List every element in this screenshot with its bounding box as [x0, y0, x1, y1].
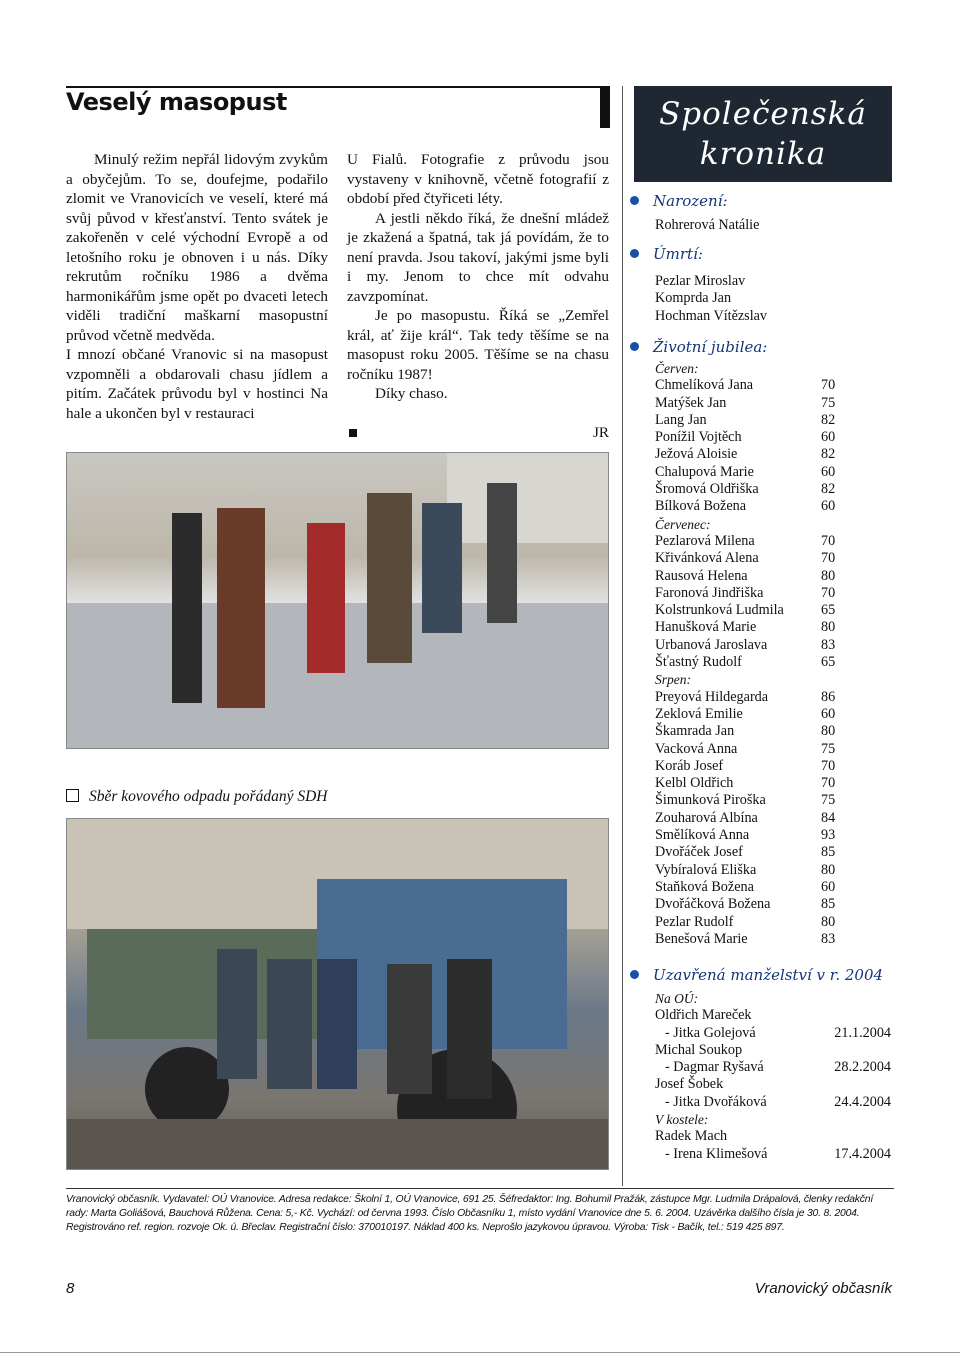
list-item [655, 990, 895, 1007]
jubilee-age: 85 [821, 844, 836, 861]
kronika-title-line2: kronika [699, 136, 827, 172]
jubilee-age: 75 [821, 792, 836, 809]
list-item-text: Zouharová Albína [655, 809, 758, 826]
jubilee-age: 82 [821, 446, 836, 463]
list-item [655, 516, 895, 533]
caption-text: Sběr kovového odpadu pořádaný SDH [89, 788, 328, 805]
list-item-text: Srpen: [655, 672, 691, 688]
wedding-date: 24.4.2004 [834, 1093, 891, 1110]
list-item [655, 464, 895, 481]
section-jubilea-heading: Životní jubilea: [630, 338, 767, 356]
jubilee-age: 70 [821, 584, 836, 601]
paragraph: Je po masopustu. Říká se „Zemřel král, ať žije král“. Tak tedy těšíme se na masopust roku 2005. Těšíme se na chasu ročníku 1987! [347, 307, 609, 383]
list-item-text: Šromová Oldřiška [655, 481, 759, 498]
bullet-dot-icon [630, 970, 639, 979]
list-item-text: Koráb Josef [655, 757, 724, 774]
jubilee-age: 80 [821, 619, 836, 636]
list-item-text: Benešová Marie [655, 930, 748, 947]
list-item [655, 602, 895, 619]
end-square-icon [349, 429, 357, 437]
list-item [655, 896, 895, 913]
jubilee-age: 60 [821, 705, 836, 722]
manzelstvi-list [655, 990, 895, 1163]
list-item [655, 568, 895, 585]
list-item-text: Pezlar Miroslav [655, 273, 746, 289]
paragraph: U Fialů. Fotografie z průvodu jsou vystaveny v knihovně, včetně fotografií z období před čtyřiceti léty. [347, 151, 609, 207]
list-item-text: Křivánková Alena [655, 550, 759, 567]
list-item [655, 1094, 895, 1111]
list-item-text: Matýšek Jan [655, 394, 727, 411]
list-item-text: Škamrada Jan [655, 723, 735, 740]
list-item [655, 308, 895, 325]
jubilee-age: 65 [821, 654, 836, 671]
umrti-list [655, 273, 895, 325]
jubilee-age: 83 [821, 930, 836, 947]
jubilee-age: 75 [821, 394, 836, 411]
list-item [655, 637, 895, 654]
jubilee-age: 85 [821, 896, 836, 913]
list-item [655, 377, 895, 394]
list-item [655, 931, 895, 948]
bullet-dot-icon [630, 196, 639, 205]
section-manzelstvi-heading: Uzavřená manželství v r. 2004 [630, 966, 883, 984]
list-item-text: Rohrerová Natálie [655, 217, 760, 233]
list-item [655, 741, 895, 758]
list-item [655, 914, 895, 931]
wedding-date: 28.2.2004 [834, 1059, 891, 1076]
publication-name: Vranovický občasník [754, 1280, 892, 1297]
list-item-text: Pezlar Rudolf [655, 913, 734, 930]
bullet-dot-icon [630, 249, 639, 258]
list-item-text: Červenec: [655, 516, 711, 532]
list-item-text: Hochman Vítězslav [655, 307, 768, 324]
jubilee-age: 83 [821, 636, 836, 653]
page-edge-rule [0, 1352, 960, 1353]
jubilee-age: 80 [821, 723, 836, 740]
list-item [655, 533, 895, 550]
list-item-text: - Dagmar Ryšavá [665, 1059, 764, 1076]
list-item-text: Lang Jan [655, 411, 707, 428]
jubilee-age: 60 [821, 498, 836, 515]
jubilee-age: 70 [821, 550, 836, 567]
list-item [655, 775, 895, 792]
jubilee-age: 80 [821, 913, 836, 930]
kronika-title-line1: Společenská [659, 96, 867, 132]
jubilee-age: 82 [821, 481, 836, 498]
list-item [655, 360, 895, 377]
jubilee-age: 80 [821, 567, 836, 584]
list-item-text: Preyová Hildegarda [655, 688, 769, 705]
imprint-footer: Vranovický občasník. Vydavatel: OÚ Vranovice. Adresa redakce: Školní 1, OÚ Vranovice, 691 25. Šéfredaktor: Ing. Bohumil Pražák, zástupce Mgr. Ludmila Drápalová, členky redakční rady: Marta Goliášová, Bauchová Růžena. Cena: 5,- Kč. Vychází: od června 1993. Číslo Občasníku 1, místo vydání Vranovice dne 5. 6. 2004. Uzávěrka dalšího čísla je 30. 8. 2004. Registrováno ref. region. rozvoje Ok. ú. Břeclav. Registrační číslo: 370010197. Náklad 400 ks. Neprošlo jazykovou úpravou. Výroba: Tisk - Bačík, tel.: 519 425 897. [66, 1188, 894, 1236]
list-item [655, 217, 895, 234]
jubilee-age: 82 [821, 411, 836, 428]
list-item [655, 1128, 895, 1145]
article-column-1 [66, 150, 328, 423]
list-item-text: Vacková Anna [655, 740, 738, 757]
narozeni-list [655, 217, 895, 234]
list-item-text: Chmelíková Jana [655, 377, 754, 394]
list-item [655, 844, 895, 861]
list-item-text: Dvořáček Josef [655, 844, 743, 861]
list-item-text: - Irena Klimešová [665, 1145, 768, 1162]
list-item-text: Staňková Božena [655, 878, 754, 895]
jubilee-age: 70 [821, 775, 836, 792]
jubilee-age: 80 [821, 861, 836, 878]
list-item-text: Na OÚ: [655, 991, 699, 1006]
list-item [655, 429, 895, 446]
list-item-text: Ponížil Vojtěch [655, 429, 742, 446]
list-item [655, 619, 895, 636]
list-item-text: Pezlarová Milena [655, 532, 755, 549]
list-item [655, 412, 895, 429]
list-item [655, 273, 895, 290]
column-divider [622, 86, 623, 1186]
bullet-dot-icon [630, 342, 639, 351]
list-item-text: Hanušková Marie [655, 619, 757, 636]
list-item-text: Bílková Božena [655, 498, 747, 515]
list-item [655, 1076, 895, 1093]
list-item [655, 1025, 895, 1042]
jubilee-age: 75 [821, 740, 836, 757]
list-item-text: V kostele: [655, 1112, 709, 1128]
list-item-text: Vybíralová Eliška [655, 861, 757, 878]
list-item [655, 879, 895, 896]
jubilee-age: 84 [821, 809, 836, 826]
section-narozeni-heading: Narození: [630, 192, 728, 210]
list-item-text: Faronová Jindřiška [655, 584, 764, 601]
list-item [655, 654, 895, 671]
list-item-text: Šťastný Rudolf [655, 654, 742, 671]
list-item-text: Kolstrunková Ludmila [655, 602, 784, 619]
list-item [655, 395, 895, 412]
scrap-collection-photo-illustration [67, 819, 609, 1170]
jubilea-list [655, 360, 895, 948]
list-item-text: Chalupová Marie [655, 463, 754, 480]
jubilee-age: 86 [821, 688, 836, 705]
scrap-collection-photo [66, 818, 609, 1170]
list-item [655, 290, 895, 307]
masopust-photo-illustration [67, 453, 609, 749]
jubilee-age: 70 [821, 532, 836, 549]
list-item-text: Červen: [655, 361, 699, 376]
signature-row [347, 424, 609, 442]
list-item-text: Radek Mach [655, 1128, 728, 1145]
list-item [655, 446, 895, 463]
list-item-text: Josef Šobek [655, 1076, 724, 1093]
wedding-date: 21.1.2004 [834, 1024, 891, 1041]
author-signature: JR [592, 424, 609, 441]
paragraph: Díky chaso. [375, 385, 448, 402]
section-umrti-heading: Úmrtí: [630, 245, 703, 263]
list-item [655, 671, 895, 688]
caption-box-icon [66, 789, 79, 802]
list-item [655, 758, 895, 775]
list-item [655, 810, 895, 827]
paragraph: I mnozí občané Vranovic si na masopust vzpomněli a obdarovali chasu jídlem a pitím. Začátek průvodu byl v hostinci Na hale a ukončen byl v restauraci [66, 346, 328, 422]
list-item-text: - Jitka Golejová [665, 1024, 756, 1041]
list-item-text: Šimunková Piroška [655, 792, 766, 809]
wedding-date: 17.4.2004 [834, 1145, 891, 1162]
jubilee-age: 60 [821, 463, 836, 480]
list-item [655, 723, 895, 740]
list-item-text: - Jitka Dvořáková [665, 1093, 767, 1110]
list-item-text: Smělíková Anna [655, 827, 750, 844]
list-item [655, 1146, 895, 1163]
paragraph: Minulý režim nepřál lidovým zvykům a obyčejům. To se, doufejme, podařilo zlomit ve Vranovicích ve veselí, které má svůj původ v křesťanství. Tento svátek je zakořeněn v celé východní Evropě a od letošního roku je obnoven i u nás. Díky rekrutům ročníku 1986 a dvěma harmonikářům jsme opět po dvaceti letech viděli tradiční maškarní masopustní průvod včetně medvěda. [66, 151, 328, 344]
list-item [655, 481, 895, 498]
article-title: Veselý masopust [66, 88, 287, 116]
list-item [655, 1059, 895, 1076]
list-item-text: Kelbl Oldřich [655, 775, 734, 792]
list-item-text: Rausová Helena [655, 567, 748, 584]
list-item [655, 792, 895, 809]
list-item [655, 862, 895, 879]
paragraph: A jestli někdo říká, že dnešní mládež je zkažená a špatná, tak já povídám, že to není pravda. Jsou takoví, jakými jsme byli i my. Jenom to chce mít odvahu zavzpomínat. [347, 209, 609, 305]
jubilee-age: 70 [821, 377, 836, 394]
list-item-text: Oldřich Mareček [655, 1007, 752, 1024]
list-item [655, 585, 895, 602]
list-item-text: Dvořáčková Božena [655, 896, 771, 913]
list-item [655, 1111, 895, 1128]
photo-caption [66, 788, 327, 806]
masopust-photo [66, 452, 609, 749]
jubilee-age: 65 [821, 602, 836, 619]
list-item [655, 498, 895, 515]
list-item-text: Zeklová Emilie [655, 705, 743, 722]
page-number: 8 [66, 1280, 75, 1297]
list-item-text: Urbanová Jaroslava [655, 636, 768, 653]
kronika-header-box [634, 86, 892, 182]
article-column-2 [347, 150, 609, 404]
list-item-text: Komprda Jan [655, 290, 732, 307]
list-item [655, 1042, 895, 1059]
list-item [655, 550, 895, 567]
list-item-text: Ježová Aloisie [655, 446, 738, 463]
jubilee-age: 70 [821, 757, 836, 774]
list-item-text: Michal Soukop [655, 1041, 743, 1058]
list-item [655, 1007, 895, 1024]
jubilee-age: 60 [821, 429, 836, 446]
list-item [655, 827, 895, 844]
list-item [655, 706, 895, 723]
jubilee-age: 93 [821, 827, 836, 844]
jubilee-age: 60 [821, 878, 836, 895]
list-item [655, 689, 895, 706]
